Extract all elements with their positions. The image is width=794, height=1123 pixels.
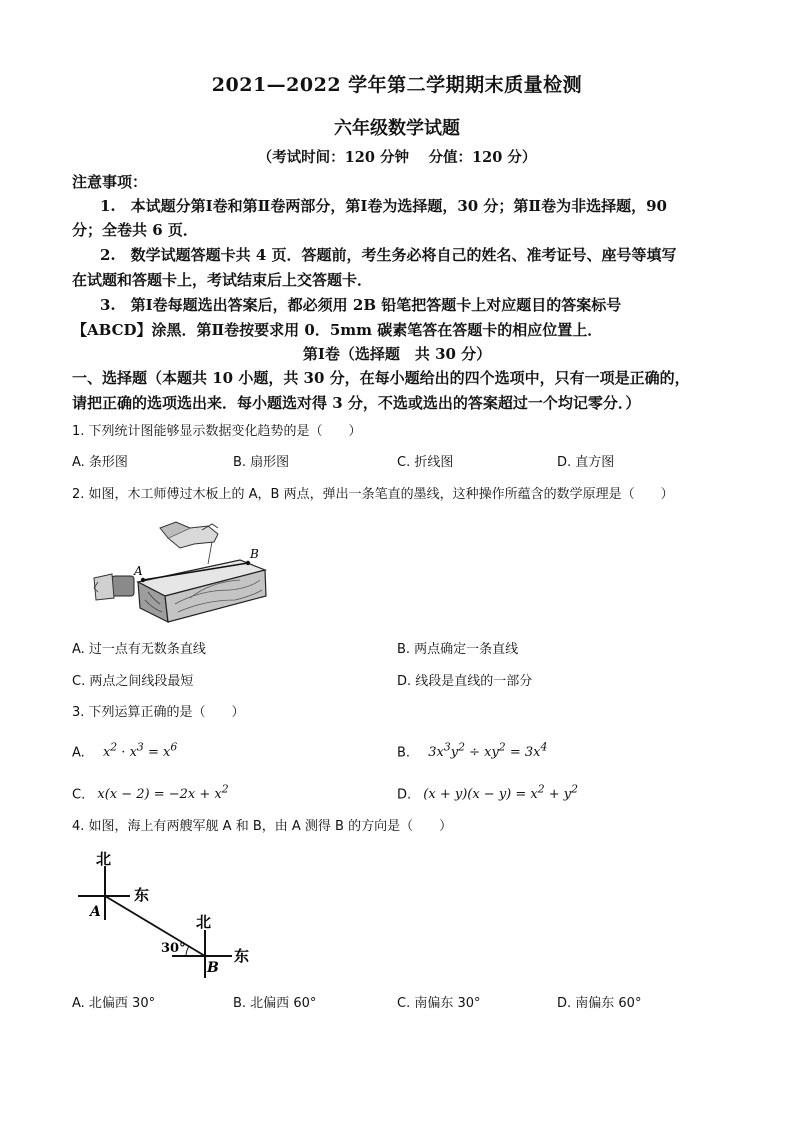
north-label-b: 北 <box>196 913 212 931</box>
q1-option-c: C. 折线图 <box>397 455 454 470</box>
exam-title: 2021—2022 学年第二学期期末质量检测 <box>211 74 583 96</box>
question-2-stem: 2. 如图，木工师傅过木板上的 A，B 两点，弹出一条笔直的墨线，这种操作所蕴含的数学原理是（ ） <box>72 487 674 502</box>
q3-option-d-label: D. <box>397 787 412 803</box>
q3-option-c-expr: $x(x - 2) = -2x + x^2$ <box>97 783 229 803</box>
east-label-b: 东 <box>234 947 250 965</box>
point-label-a: A <box>90 904 101 920</box>
notice-heading: 注意事项： <box>72 173 148 191</box>
q3-option-c <box>72 780 229 805</box>
question-1-stem: 1. 下列统计图能够显示数据变化趋势的是（ ） <box>72 424 362 439</box>
q3-option-d-expr: $(x + y)(x - y) = x^2 + y^2$ <box>423 783 579 803</box>
north-label-a: 北 <box>96 850 112 868</box>
section-intro-line-2: 请把正确的选项选出来．每小题选对得 3 分，不选或选出的答案超过一个均记零分．） <box>72 394 641 412</box>
question-3-stem: 3. 下列运算正确的是（ ） <box>72 705 245 720</box>
q3-option-b-label: B. <box>397 745 411 761</box>
q3-option-b-expr: $3x^3y^2 \div xy^2 = 3x^4$ <box>428 741 548 761</box>
q4-option-d: D. 南偏东 60° <box>557 996 642 1011</box>
notice-item-1-line-2: 分；全卷共 6 页． <box>72 221 198 239</box>
q1-option-a: A. 条形图 <box>72 455 128 470</box>
q2-option-b: B. 两点确定一条直线 <box>397 642 519 657</box>
figure-label-b: B <box>250 547 259 561</box>
compass-direction-figure <box>72 848 262 978</box>
point-label-b: B <box>207 960 219 976</box>
q2-option-d: D. 线段是直线的一部分 <box>397 674 533 689</box>
section-title: 第Ⅰ卷（选择题 共 30 分） <box>302 345 492 363</box>
q3-option-d <box>397 780 578 805</box>
notice-item-3-line-2: 【ABCD】涂黑．第Ⅱ卷按要求用 0．5mm 碳素笔答在答题卡的相应位置上． <box>72 321 603 339</box>
notice-item-1-line-1: 1. 本试题分第Ⅰ卷和第Ⅱ卷两部分，第Ⅰ卷为选择题，30 分；第Ⅱ卷为非选择题，90 <box>100 197 667 215</box>
q1-option-d: D. 直方图 <box>557 455 615 470</box>
q3-option-a-label: A. <box>72 745 85 761</box>
q3-option-a-expr: $x^2 \cdot x^3 = x^6$ <box>102 741 178 761</box>
q3-option-c-label: C. <box>72 787 86 803</box>
figure-label-a: A <box>134 564 143 578</box>
q4-option-b: B. 北偏西 60° <box>233 996 317 1011</box>
section-intro-line-1: 一、选择题（本题共 10 小题，共 30 分，在每小题给出的四个选项中，只有一项是正确的， <box>72 369 690 387</box>
notice-item-3-line-1: 3. 第Ⅰ卷每题选出答案后，都必须用 2B 铅笔把答题卡上对应题目的答案标号 <box>100 296 622 314</box>
q1-option-b: B. 扇形图 <box>233 455 290 470</box>
east-label-a: 东 <box>134 886 150 904</box>
notice-item-2-line-2: 在试题和答题卡上，考试结束后上交答题卡． <box>72 271 373 289</box>
carpenter-board-figure <box>90 520 280 630</box>
exam-info: （考试时间：120 分钟 分值：120 分） <box>257 149 537 166</box>
q2-option-a: A. 过一点有无数条直线 <box>72 642 206 657</box>
question-4-stem: 4. 如图，海上有两艘军舰 A 和 B，由 A 测得 B 的方向是（ ） <box>72 819 453 834</box>
q4-option-a: A. 北偏西 30° <box>72 996 156 1011</box>
q4-option-c: C. 南偏东 30° <box>397 996 481 1011</box>
q3-option-b <box>397 738 547 763</box>
notice-item-2-line-1: 2. 数学试题答题卡共 4 页．答题前，考生务必将自己的姓名、准考证号、座号等填写 <box>100 246 677 264</box>
q3-option-a <box>72 738 177 763</box>
exam-subtitle: 六年级数学试题 <box>334 118 460 139</box>
q2-option-c: C. 两点之间线段最短 <box>72 674 194 689</box>
angle-label: 30° <box>161 941 186 956</box>
